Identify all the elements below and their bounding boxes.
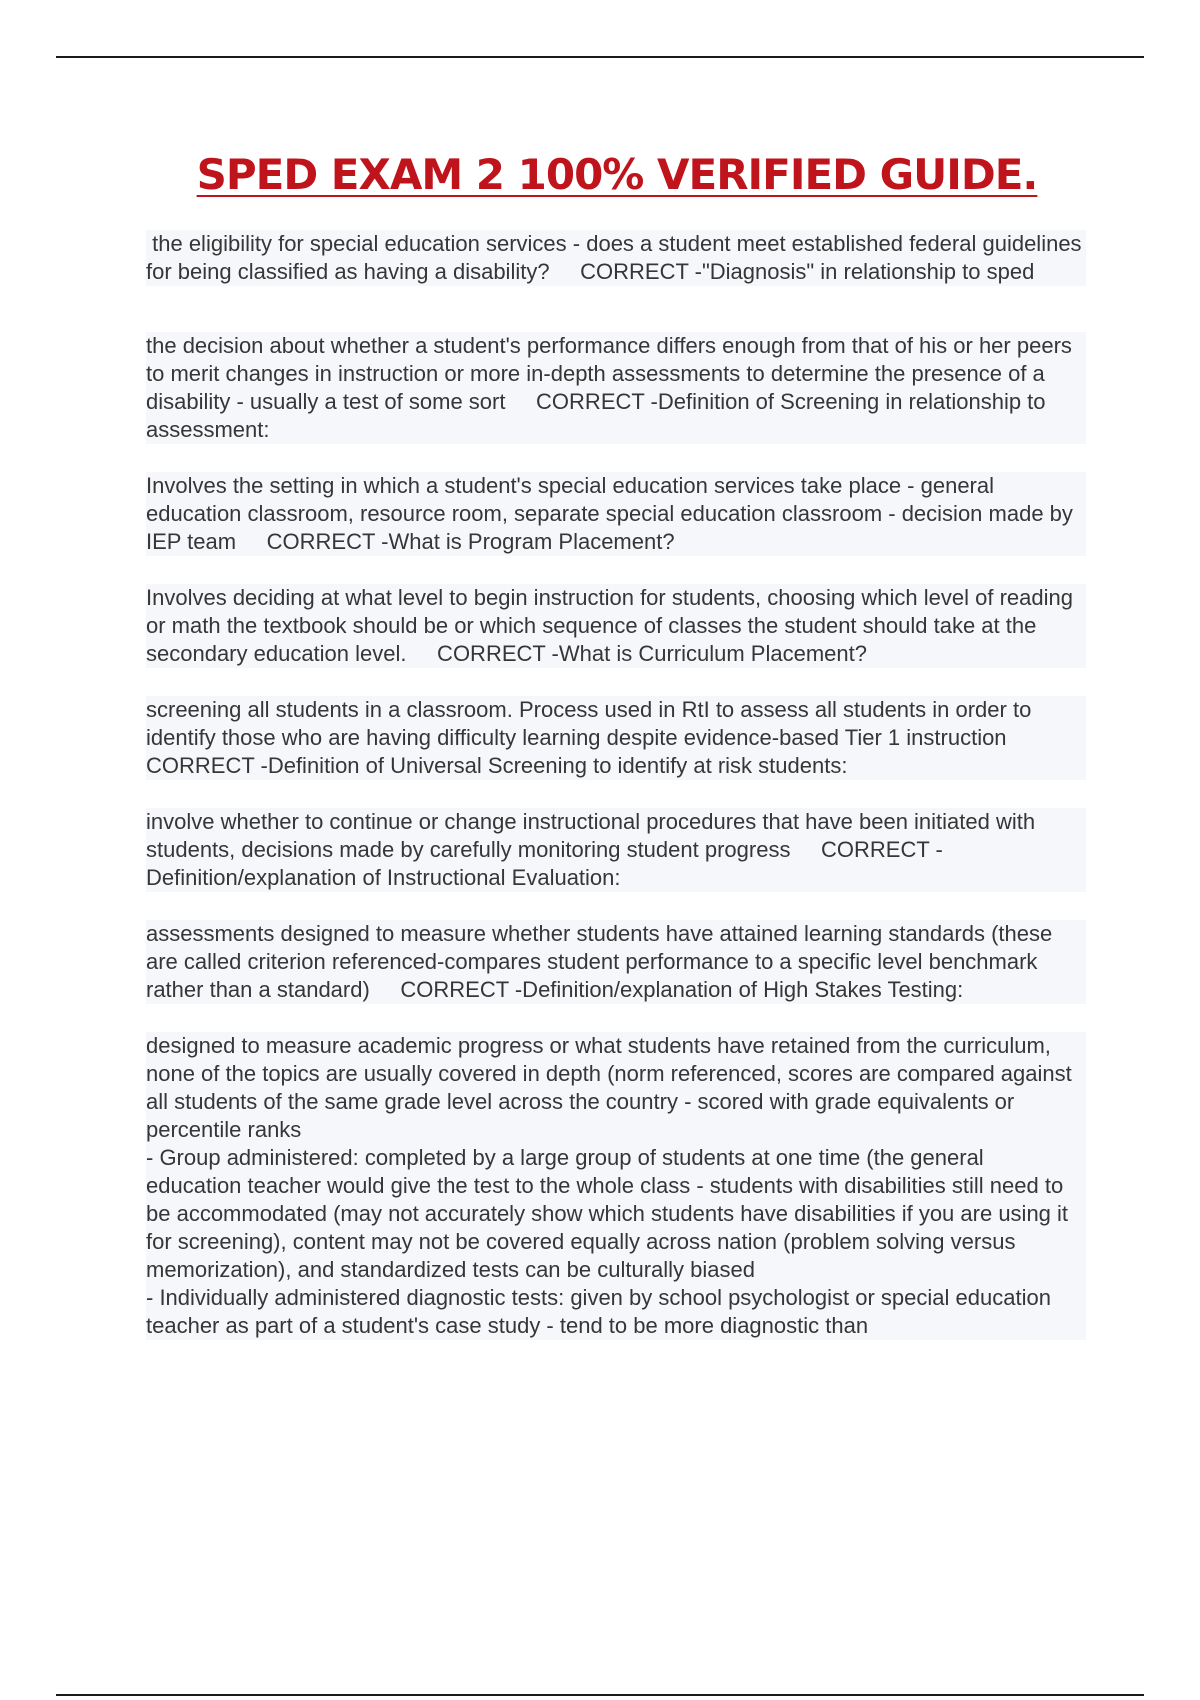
qa-entry-6: involve whether to continue or change instructional procedures that have been initiated with students, decisions made by carefully monitoring student progress CORRECT -Definition/explanation of Instructional Evaluation: [146,808,1086,892]
qa-entry-5: screening all students in a classroom. Process used in RtI to assess all students in order to identify those who are having difficulty learning despite evidence-based Tier 1 instruction CORRECT -Definition of Universal Screening to identify at risk students: [146,696,1086,780]
qa-entry-3: Involves the setting in which a student's special education services take place - general education classroom, resource room, separate special education classroom - decision made by IEP team CORRECT -What is Program Placement? [146,472,1086,556]
qa-entry-4: Involves deciding at what level to begin instruction for students, choosing which level of reading or math the textbook should be or which sequence of classes the student should take at the secondary education level. CORRECT -What is Curriculum Placement? [146,584,1086,668]
bottom-rule [56,1694,1144,1696]
top-rule [56,56,1144,58]
qa-entry-7: assessments designed to measure whether students have attained learning standards (these are called criterion referenced-compares student performance to a specific level benchmark rather than a standard) CORRECT -Definition/explanation of High Stakes Testing: [146,920,1086,1004]
qa-entry-1: the eligibility for special education services - does a student meet established federal guidelines for being classified as having a disability? CORRECT -"Diagnosis" in relationship to sped [146,231,1088,284]
document-body [146,230,1086,1340]
document-title [0,150,1200,199]
qa-entry-8: designed to measure academic progress or what students have retained from the curriculum, none of the topics are usually covered in depth (norm referenced, scores are compared against all students of the same grade level across the country - scored with grade equivalents or percentile ranks - Group administered: completed by a large group of students at one time (the general education teacher would give the test to the whole class - students with disabilities still need to be accommodated (may not accurately show which students have disabilities if you are using it for screening), content may not be covered equally across nation (problem solving versus memorization), and standardized tests can be culturally biased - Individually administered diagnostic tests: given by school psychologist or special education teacher as part of a student's case study - tend to be more diagnostic than [146,1032,1086,1340]
document-title-text: SPED EXAM 2 100% VERIFIED GUIDE. [196,150,1038,199]
qa-entry-2: the decision about whether a student's performance differs enough from that of his or her peers to merit changes in instruction or more in-depth assessments to determine the presence of a disability - usually a test of some sort CORRECT -Definition of Screening in relationship to assessment: [146,332,1086,444]
